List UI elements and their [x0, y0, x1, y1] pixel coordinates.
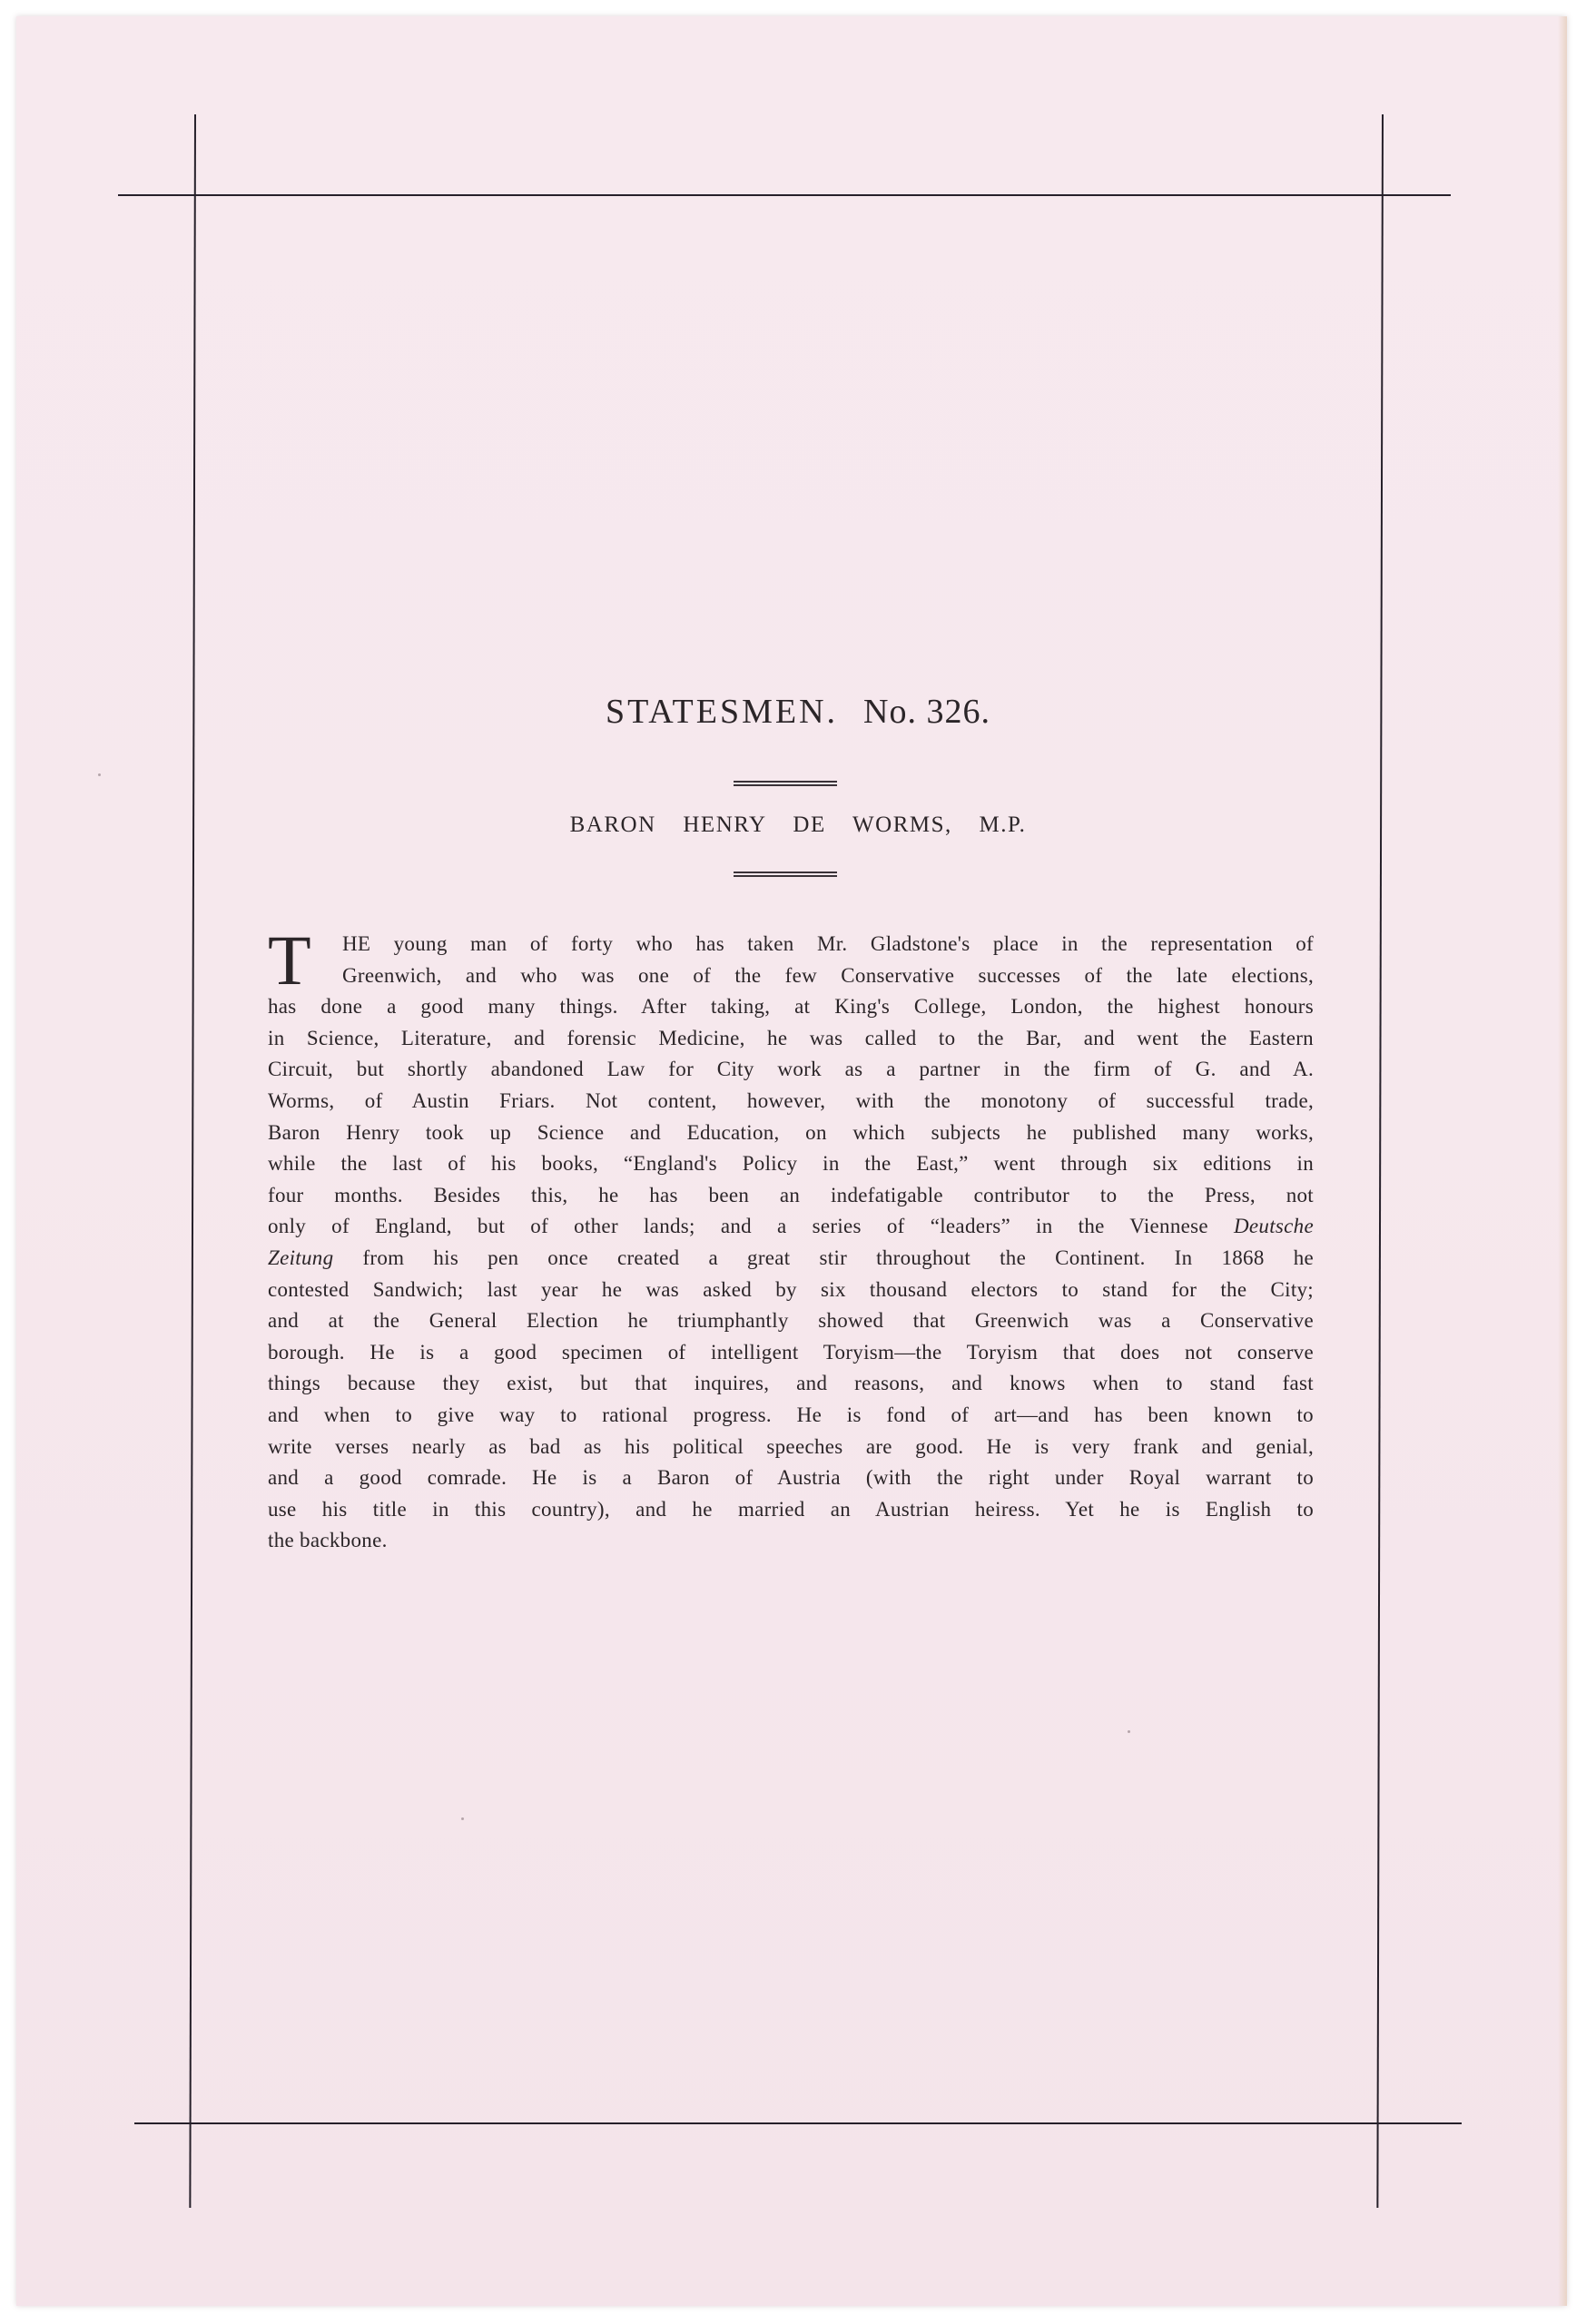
article-line: borough. He is a good specimen of intelligent Toryism—the Toryism that does not conserve	[268, 1340, 1314, 1364]
article-line-text: only of England, but of other lands; and a series of “leaders” in the Viennese	[268, 1215, 1208, 1238]
article-line: HE young man of forty who has taken Mr. Gladstone's place in the representation of	[342, 932, 1314, 955]
article-line-with-italic	[268, 1211, 1314, 1243]
article-line: has done a good many things. After taking, at King's College, London, the highest honours	[268, 995, 1314, 1019]
drop-cap: T	[268, 921, 311, 1000]
bottom-border-rule	[134, 2122, 1462, 2124]
article-line: Worms, of Austin Friars. Not content, however, with the monotony of successful trade,	[268, 1088, 1314, 1112]
italic-newspaper-name: Deutsche	[1234, 1215, 1314, 1238]
paper-speck	[461, 1817, 464, 1820]
title-text: STATESMEN.	[606, 693, 839, 731]
article-line: Greenwich, and who was one of the few Conservative successes of the late elections,	[342, 963, 1314, 987]
article-line-with-italic	[268, 1243, 1314, 1275]
article-line: Baron Henry took up Science and Education, on which subjects he published many works,	[268, 1120, 1314, 1144]
page-title	[0, 692, 1596, 734]
top-border-rule	[118, 194, 1451, 196]
article-body	[268, 921, 1314, 1557]
italic-newspaper-name: Zeitung	[268, 1246, 334, 1269]
article-line: and a good comrade. He is a Baron of Austria (with the right under Royal warrant to	[268, 1466, 1314, 1490]
paper-speck	[1128, 1730, 1130, 1733]
subtitle: BARON HENRY DE WORMS, M.P.	[569, 812, 1027, 837]
article-line: use his title in this country), and he married an Austrian heiress. Yet he is English to	[268, 1497, 1314, 1521]
title-number: No. 326.	[863, 693, 990, 731]
article-line: write verses nearly as bad as his political speeches are good. He is very frank and genial,	[268, 1434, 1314, 1458]
page-edge-shading	[1558, 16, 1567, 2306]
article-line-text: from his pen once created a great stir throughout the Continent. In 1868 he	[362, 1246, 1314, 1269]
article-line: contested Sandwich; last year he was asked by six thousand electors to stand for the City;	[268, 1277, 1314, 1301]
article-line: four months. Besides this, he has been an indefatigable contributor to the Press, not	[268, 1183, 1314, 1206]
article-line: in Science, Literature, and forensic Medicine, he was called to the Bar, and went the Eastern	[268, 1026, 1314, 1049]
article-line: Circuit, but shortly abandoned Law for City work as a partner in the firm of G. and A.	[268, 1058, 1314, 1081]
title-double-rule	[734, 781, 837, 786]
article-line: things because they exist, but that inquires, and reasons, and knows when to stand fast	[268, 1372, 1314, 1395]
article-line: and when to give way to rational progress. He is fond of art—and has been known to	[268, 1403, 1314, 1426]
subtitle-double-rule	[734, 872, 837, 877]
paper-speck	[98, 773, 101, 776]
article-line: while the last of his books, “England's Policy in the East,” went through six editions in	[268, 1152, 1314, 1176]
article-line: the backbone.	[268, 1529, 388, 1552]
article-line: and at the General Election he triumphantly showed that Greenwich was a Conservative	[268, 1309, 1314, 1333]
